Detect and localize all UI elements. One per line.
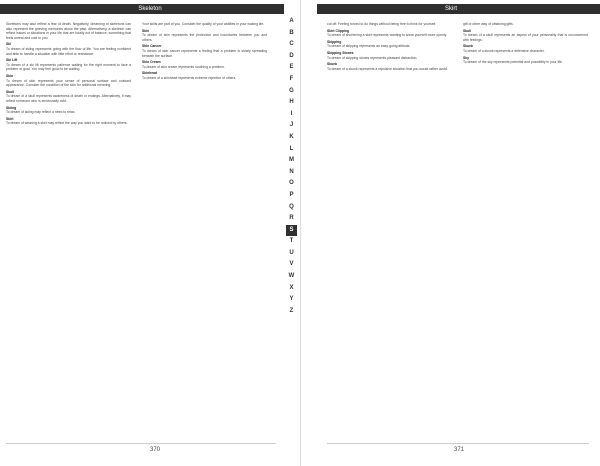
right-column-2 bbox=[463, 22, 588, 432]
entry-heading: Skunk bbox=[327, 62, 338, 67]
entry-paragraph: To dream of skipping represents an easy-going attitude. bbox=[327, 44, 411, 49]
alphabet-letter-a[interactable]: A bbox=[289, 18, 294, 24]
left-page-number: 370 bbox=[149, 447, 160, 453]
alphabet-letter-c[interactable]: C bbox=[289, 41, 294, 48]
right-page bbox=[300, 0, 600, 466]
entry-paragraph: To dream of a skunk represents a defensive character. bbox=[463, 48, 545, 53]
alphabet-letter-p[interactable]: P bbox=[289, 191, 294, 198]
entry-paragraph: To dream of skin cream represents soothing a problem. bbox=[142, 64, 225, 69]
right-column-1 bbox=[327, 22, 452, 432]
alphabet-letter-f[interactable]: F bbox=[289, 75, 294, 82]
entry-paragraph: To dream of skiing represents going with the flow of life. You are feeling confident and able to handle a situation with little effort or resistance. bbox=[6, 46, 131, 56]
left-page-header bbox=[0, 4, 300, 14]
right-footer-rule bbox=[327, 443, 589, 444]
alphabet-letter-k[interactable]: K bbox=[289, 133, 294, 140]
alphabet-index bbox=[286, 16, 297, 317]
entry-paragraph: To dream of a skunk represents a repulsive situation that you would rather avoid. bbox=[327, 66, 448, 71]
alphabet-letter-j[interactable]: J bbox=[289, 122, 294, 129]
entry-heading: Skipping bbox=[327, 39, 342, 44]
entry-heading: Skinhead bbox=[142, 71, 158, 76]
entry-paragraph: To dream of skipping stones represents pleasant distraction. bbox=[327, 55, 418, 60]
entry-heading: Skin Cancer bbox=[142, 44, 162, 49]
entry-paragraph: To dream of a skinhead represents extreme rejection of others. bbox=[142, 75, 237, 80]
left-footer-rule bbox=[6, 443, 276, 444]
entry-heading: Skin bbox=[6, 73, 14, 78]
alphabet-letter-e[interactable]: E bbox=[289, 64, 294, 71]
entry-paragraph: To dream of skin represents the protection and boundaries between you and others. bbox=[142, 33, 267, 42]
entry-heading: Skirt Clipping bbox=[327, 28, 350, 33]
alphabet-letter-h[interactable]: H bbox=[289, 99, 294, 106]
entry-heading: Skipping Stones bbox=[327, 50, 354, 55]
entry-heading: Skull bbox=[463, 28, 472, 33]
left-column-1 bbox=[6, 22, 131, 432]
alphabet-letter-w[interactable]: W bbox=[288, 273, 295, 280]
right-page-number: 371 bbox=[453, 447, 464, 453]
entry-heading: Ski Lift bbox=[6, 58, 18, 63]
alphabet-letter-n[interactable]: N bbox=[289, 168, 294, 175]
left-header-title: Skeleton bbox=[138, 6, 162, 12]
entry-paragraph: To dream of a skull represents an aspect of your personality that is unconcerned with feelings. bbox=[463, 33, 588, 42]
entry-paragraph: To dream of a skull represents awareness of death or endings. Alternatively, it may reflect someone who is emotionally cold. bbox=[6, 94, 131, 103]
alphabet-letter-l[interactable]: L bbox=[289, 145, 294, 152]
entry-paragraph: To dream of shortening a skirt represents wanting to show yourself more openly. bbox=[327, 33, 447, 38]
alphabet-letter-x[interactable]: X bbox=[289, 284, 294, 291]
alphabet-letter-y[interactable]: Y bbox=[289, 296, 294, 303]
entry-paragraph: To dream of skin represents your sense of personal surface and outward appearance. Consider the condition of the skin for additional meaning. bbox=[6, 78, 131, 88]
entry-heading: Skull bbox=[6, 89, 15, 94]
entry-paragraph: To dream of skiing may reflect a need to relax. bbox=[6, 110, 76, 115]
alphabet-letter-b[interactable]: B bbox=[289, 29, 294, 36]
alphabet-letter-i[interactable]: I bbox=[290, 110, 293, 117]
alphabet-letter-z[interactable]: Z bbox=[289, 307, 294, 314]
left-column-2 bbox=[142, 22, 267, 432]
entry-heading: Skunk bbox=[463, 44, 474, 49]
alphabet-letter-o[interactable]: O bbox=[289, 180, 294, 187]
entry-heading: Skiing bbox=[6, 105, 17, 110]
entry-paragraph: To dream of the sky represents potential and possibility in your life. bbox=[463, 60, 563, 65]
entry-paragraph: To dream of skin cancer represents a feeling that a problem is slowly spreading beneath the surface. bbox=[142, 48, 267, 58]
alphabet-letter-s[interactable]: S bbox=[286, 225, 297, 237]
entry-paragraph: gift or other way of obtaining gifts. bbox=[463, 22, 514, 26]
entry-paragraph: To dream of a ski lift represents patience waiting for the right moment to face a problem or goal. You may feel good to be waiting. bbox=[6, 62, 131, 72]
alphabet-letter-g[interactable]: G bbox=[289, 87, 294, 94]
entry-paragraph: cut off. Feeling forced to do things without being free to think for yourself. bbox=[327, 22, 437, 26]
entry-heading: Skin Cream bbox=[142, 60, 161, 65]
right-page-header bbox=[301, 4, 600, 14]
alphabet-letter-v[interactable]: V bbox=[289, 261, 294, 268]
entry-paragraph: Your skills are part of you. Consider the quality of your abilities in your waking life. bbox=[142, 22, 265, 26]
entry-heading: Skin bbox=[142, 28, 150, 33]
entry-heading: Sky bbox=[463, 55, 470, 60]
entry-heading: Ski bbox=[6, 42, 12, 47]
right-header-title: Skirt bbox=[445, 6, 457, 12]
entry-heading: Skirt bbox=[6, 116, 14, 121]
alphabet-letter-m[interactable]: M bbox=[289, 157, 294, 164]
entry-paragraph: Skeletons may also reflect a fear of death. Negatively, dreaming of skeletons can also represent the grieving memories about the past. Alternatively, a skeleton can reflect issues or situations in your life that are totally out of balance, something that feels unreal and cold to you. bbox=[6, 22, 131, 40]
alphabet-letter-t[interactable]: T bbox=[289, 238, 294, 245]
alphabet-letter-q[interactable]: Q bbox=[289, 203, 294, 210]
entry-paragraph: To dream of wearing a skirt may reflect the way you want to be noticed by others. bbox=[6, 121, 128, 126]
alphabet-letter-u[interactable]: U bbox=[289, 249, 294, 256]
alphabet-letter-r[interactable]: R bbox=[289, 215, 294, 222]
alphabet-letter-d[interactable]: D bbox=[289, 52, 294, 59]
